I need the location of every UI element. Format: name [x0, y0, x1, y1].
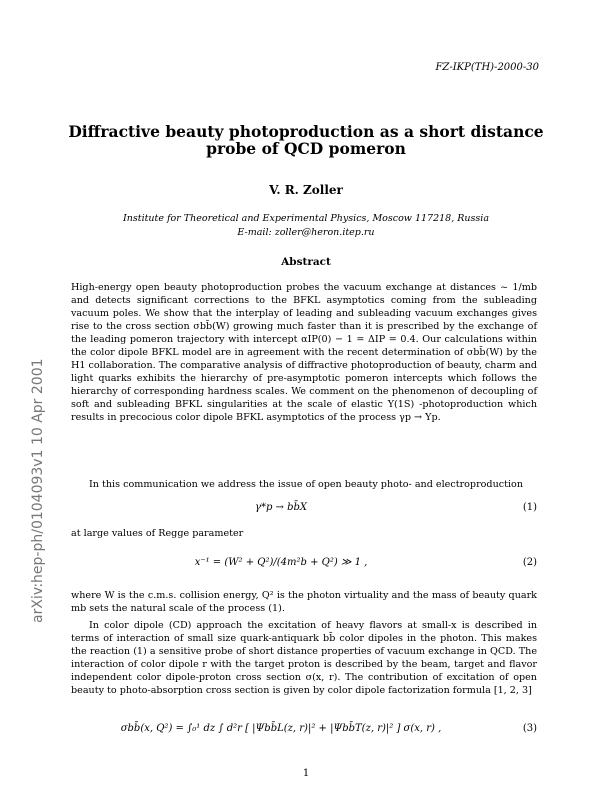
page-number: 1 — [302, 768, 310, 779]
author: V. R. Zoller — [269, 183, 343, 197]
report-number: FZ-IKP(TH)-2000-30 — [435, 62, 539, 73]
paragraph-regge: at large values of Regge parameter — [71, 528, 244, 539]
equation-3 — [71, 721, 537, 741]
equation-2-number: (2) — [522, 557, 537, 568]
paragraph-cd: In color dipole (CD) approach the excitation of heavy flavors at small-x is described in terms of interaction of small size quark-antiquark bb̄ color dipoles in the photon. This makes the reaction (1) a sensitive probe of short distance properties of vacuum exchange in QCD. The interaction of color dipole r with the target proton is described by the beam, target and flavor independent color dipole-proton cross section σ(x, r). The contribution of excitation of open beauty to photo-absorption cross section is given by color dipole factorization formula [1, 2, 3] — [71, 620, 537, 696]
equation-3-body: σbb̄(x, Q²) = ∫₀¹ dz ∫ d²r [ |Ψbb̄L(z, r)|² + |Ψbb̄T(z, r)|² ] σ(x, r) , — [120, 723, 442, 734]
arxiv-id: arXiv:hep-ph/0104093v1 10 Apr 2001 — [30, 358, 46, 623]
equation-1-body: γ*p → bb̄X — [254, 502, 308, 513]
abstract-text: High-energy open beauty photoproduction probes the vacuum exchange at distances ~ 1/mb and detects significant corrections to the BFKL asymptotics coming from the subleading vacuum poles. We show that the interplay of leading and subleading vacuum exchanges gives rise to the cross section σbb̄(W) growing much faster than it is prescribed by the exchange of the leading pomeron trajectory with intercept αIP(0) − 1 = ΔIP = 0.4. Our calculations within the color dipole BFKL model are in agreement with the recent determination of σbb̄(W) by the H1 collaboration. The comparative analysis of diffractive photoproduction of beauty, charm and light quarks exhibits the hierarchy of pre-asymptotic pomeron intercepts which follows the hierarchy of corresponding hardness scales. We comment on the phenomenon of decoupling of soft and subleading BFKL singularities at the scale of elastic Υ(1S) -photoproduction which results in precocious color dipole BFKL asymptotics of the process γp → Υp. — [71, 282, 537, 423]
paragraph-intro: In this communication we address the issue of open beauty photo- and electroproduction — [89, 479, 524, 490]
email: E-mail: zoller@heron.itep.ru — [237, 227, 375, 238]
affiliation-block — [0, 212, 612, 240]
equation-2-body: x⁻¹ = (W² + Q²)/(4m²b + Q²) ≫ 1 , — [194, 557, 368, 568]
affiliation: Institute for Theoretical and Experimental Physics, Moscow 117218, Russia — [123, 213, 489, 224]
equation-3-number: (3) — [522, 723, 537, 734]
abstract-heading: Abstract — [281, 256, 331, 268]
equation-2 — [71, 555, 537, 575]
paragraph-where: where W is the c.m.s. collision energy, Q² is the photon virtuality and the mass of beauty quark mb sets the natural scale of the process (1). — [71, 590, 537, 614]
arxiv-stamp — [0, 205, 46, 625]
equation-1 — [71, 500, 537, 520]
paper-title: Diffractive beauty photoproduction as a short distance probe of QCD pomeron — [68, 122, 544, 158]
equation-1-number: (1) — [522, 502, 537, 513]
